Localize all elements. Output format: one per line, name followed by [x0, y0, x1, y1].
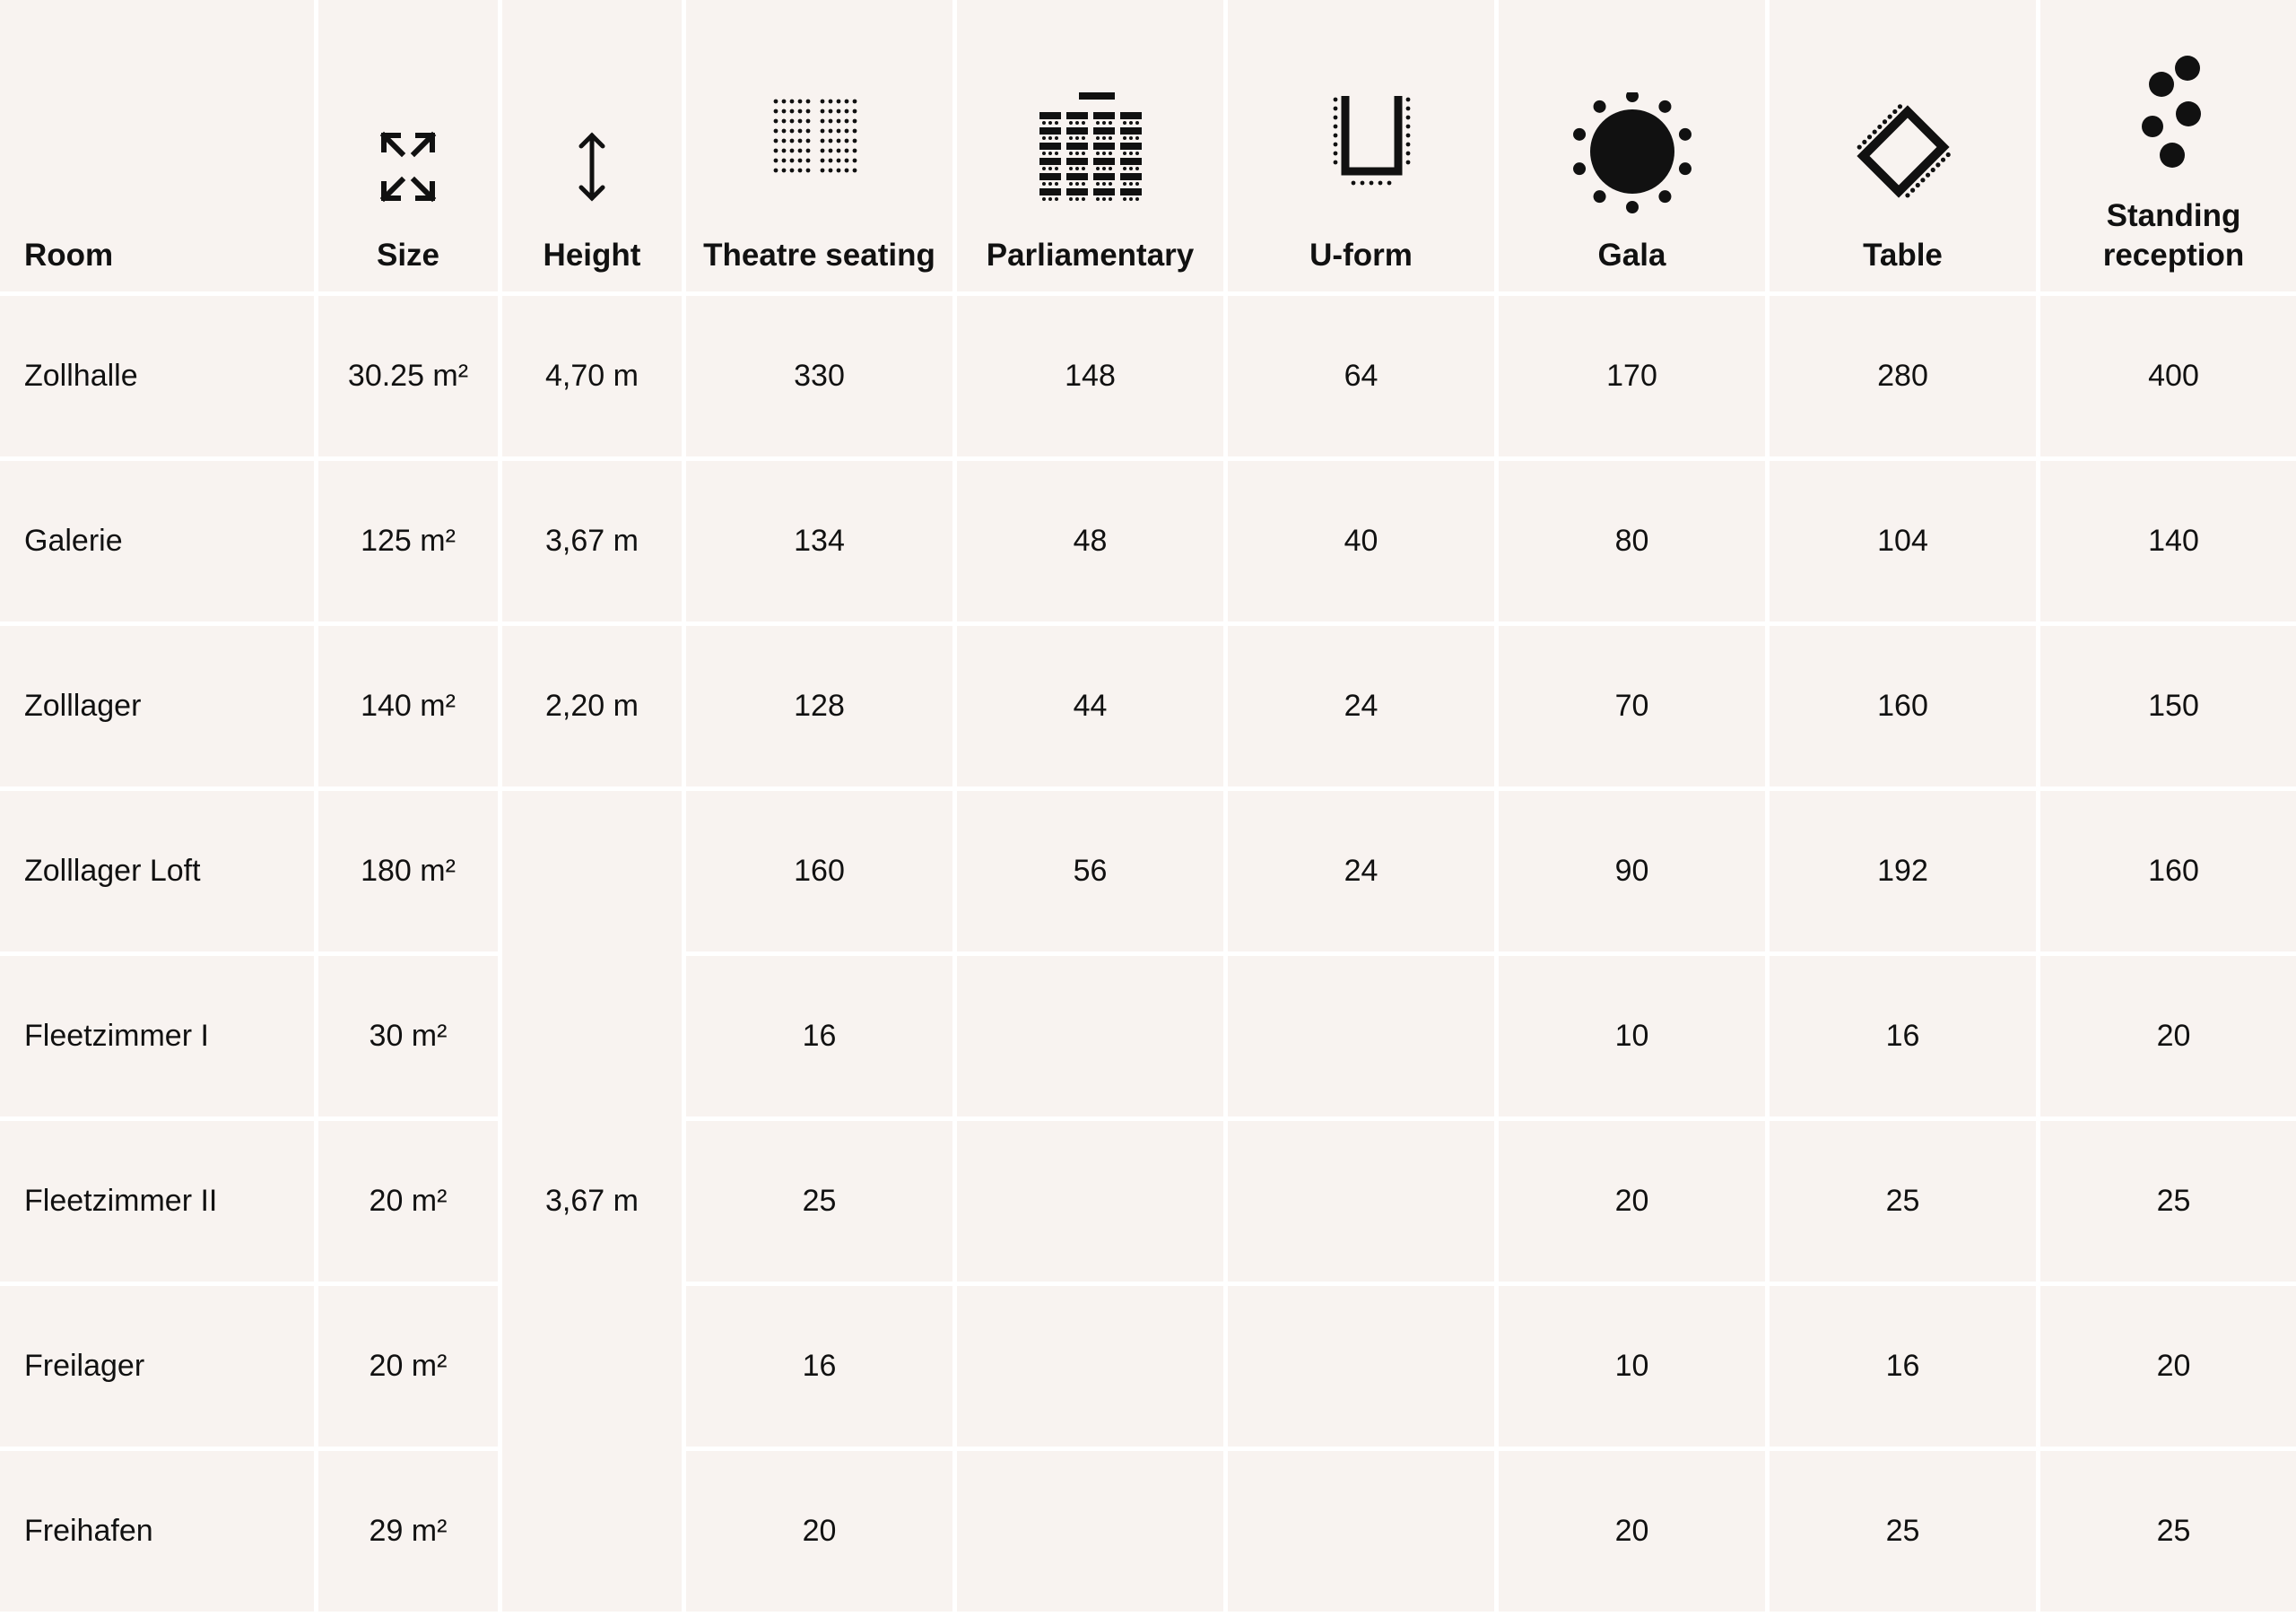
theatre-cell: 128	[686, 626, 952, 786]
height-cell: 2,20 m	[502, 626, 682, 786]
parliamentary-cell	[957, 1451, 1223, 1612]
column-header-theatre-label: Theatre seating	[703, 238, 935, 273]
parliamentary-seating-icon	[957, 92, 1223, 227]
theatre-cell: 20	[686, 1451, 952, 1612]
column-header-parliamentary-label: Parliamentary	[986, 238, 1195, 273]
theatre-cell: 25	[686, 1121, 952, 1282]
size-cell: 30.25 m²	[318, 296, 498, 456]
column-header-room-label: Room	[24, 238, 114, 273]
size-cell: 125 m²	[318, 461, 498, 621]
parliamentary-cell: 48	[957, 461, 1223, 621]
expand-arrows-icon	[318, 92, 498, 227]
theatre-cell: 160	[686, 791, 952, 951]
uform-cell: 64	[1228, 296, 1494, 456]
vertical-arrow-icon	[502, 92, 682, 227]
table-cell: 192	[1770, 791, 2036, 951]
theatre-cell: 16	[686, 1286, 952, 1447]
height-cell: 4,70 m	[502, 296, 682, 456]
table-cell: 280	[1770, 296, 2036, 456]
parliamentary-cell	[957, 1286, 1223, 1447]
standing-cell: 25	[2040, 1451, 2296, 1612]
column-header-parliamentary	[957, 0, 1223, 291]
table-cell: 16	[1770, 1286, 2036, 1447]
uform-cell: 24	[1228, 791, 1494, 951]
column-header-table	[1770, 0, 2036, 291]
column-header-uform-label: U-form	[1309, 238, 1413, 273]
parliamentary-cell: 56	[957, 791, 1223, 951]
parliamentary-cell: 148	[957, 296, 1223, 456]
theatre-cell: 16	[686, 956, 952, 1116]
parliamentary-cell	[957, 1121, 1223, 1282]
gala-cell: 80	[1499, 461, 1765, 621]
table-row	[0, 296, 2296, 456]
uform-cell	[1228, 1451, 1494, 1612]
u-form-icon	[1228, 92, 1494, 227]
uform-cell	[1228, 1286, 1494, 1447]
column-header-height-label: Height	[543, 238, 641, 273]
column-header-gala-label: Gala	[1597, 238, 1666, 273]
room-name-cell: Fleetzimmer I	[0, 956, 314, 1116]
room-name-cell: Fleetzimmer II	[0, 1121, 314, 1282]
column-header-table-label: Table	[1863, 238, 1943, 273]
table-row	[0, 1286, 2296, 1447]
gala-cell: 90	[1499, 791, 1765, 951]
column-header-theatre	[686, 0, 952, 291]
room-name-cell: Zolllager	[0, 626, 314, 786]
standing-cell: 20	[2040, 1286, 2296, 1447]
theatre-cell: 330	[686, 296, 952, 456]
column-header-standing-label: Standing reception	[2102, 198, 2245, 273]
column-header-room	[0, 0, 314, 291]
size-cell: 29 m²	[318, 1451, 498, 1612]
uform-cell	[1228, 956, 1494, 1116]
table-row	[0, 791, 2296, 951]
table-row	[0, 1451, 2296, 1612]
standing-cell: 20	[2040, 956, 2296, 1116]
gala-round-table-icon	[1499, 92, 1765, 227]
standing-cell: 140	[2040, 461, 2296, 621]
gala-cell: 10	[1499, 956, 1765, 1116]
table-row	[0, 1121, 2296, 1282]
table-cell: 160	[1770, 626, 2036, 786]
table-header-row	[0, 0, 2296, 291]
parliamentary-cell: 44	[957, 626, 1223, 786]
parliamentary-cell	[957, 956, 1223, 1116]
standing-cell: 400	[2040, 296, 2296, 456]
size-cell: 20 m²	[318, 1121, 498, 1282]
standing-reception-icon	[2040, 53, 2296, 187]
table-row	[0, 461, 2296, 621]
room-name-cell: Freihafen	[0, 1451, 314, 1612]
table-cell: 25	[1770, 1451, 2036, 1612]
gala-cell: 20	[1499, 1121, 1765, 1282]
column-header-size	[318, 0, 498, 291]
column-header-uform	[1228, 0, 1494, 291]
standing-cell: 150	[2040, 626, 2296, 786]
gala-cell: 70	[1499, 626, 1765, 786]
room-name-cell: Galerie	[0, 461, 314, 621]
table-cell: 25	[1770, 1121, 2036, 1282]
table-cell: 16	[1770, 956, 2036, 1116]
gala-cell: 10	[1499, 1286, 1765, 1447]
uform-cell	[1228, 1121, 1494, 1282]
height-cell: 3,67 m	[502, 461, 682, 621]
theatre-seating-icon	[686, 92, 952, 227]
column-header-size-label: Size	[376, 238, 440, 273]
banquet-table-icon	[1770, 92, 2036, 227]
room-name-cell: Freilager	[0, 1286, 314, 1447]
size-cell: 180 m²	[318, 791, 498, 951]
size-cell: 20 m²	[318, 1286, 498, 1447]
room-name-cell: Zollhalle	[0, 296, 314, 456]
column-header-standing	[2040, 0, 2296, 291]
size-cell: 30 m²	[318, 956, 498, 1116]
column-header-gala	[1499, 0, 1765, 291]
uform-cell: 40	[1228, 461, 1494, 621]
gala-cell: 20	[1499, 1451, 1765, 1612]
size-cell: 140 m²	[318, 626, 498, 786]
table-row	[0, 626, 2296, 786]
room-name-cell: Zolllager Loft	[0, 791, 314, 951]
height-cell: 3,67 m	[502, 791, 682, 1612]
table-row	[0, 956, 2296, 1116]
standing-cell: 25	[2040, 1121, 2296, 1282]
column-header-height	[502, 0, 682, 291]
gala-cell: 170	[1499, 296, 1765, 456]
theatre-cell: 134	[686, 461, 952, 621]
uform-cell: 24	[1228, 626, 1494, 786]
table-cell: 104	[1770, 461, 2036, 621]
standing-cell: 160	[2040, 791, 2296, 951]
